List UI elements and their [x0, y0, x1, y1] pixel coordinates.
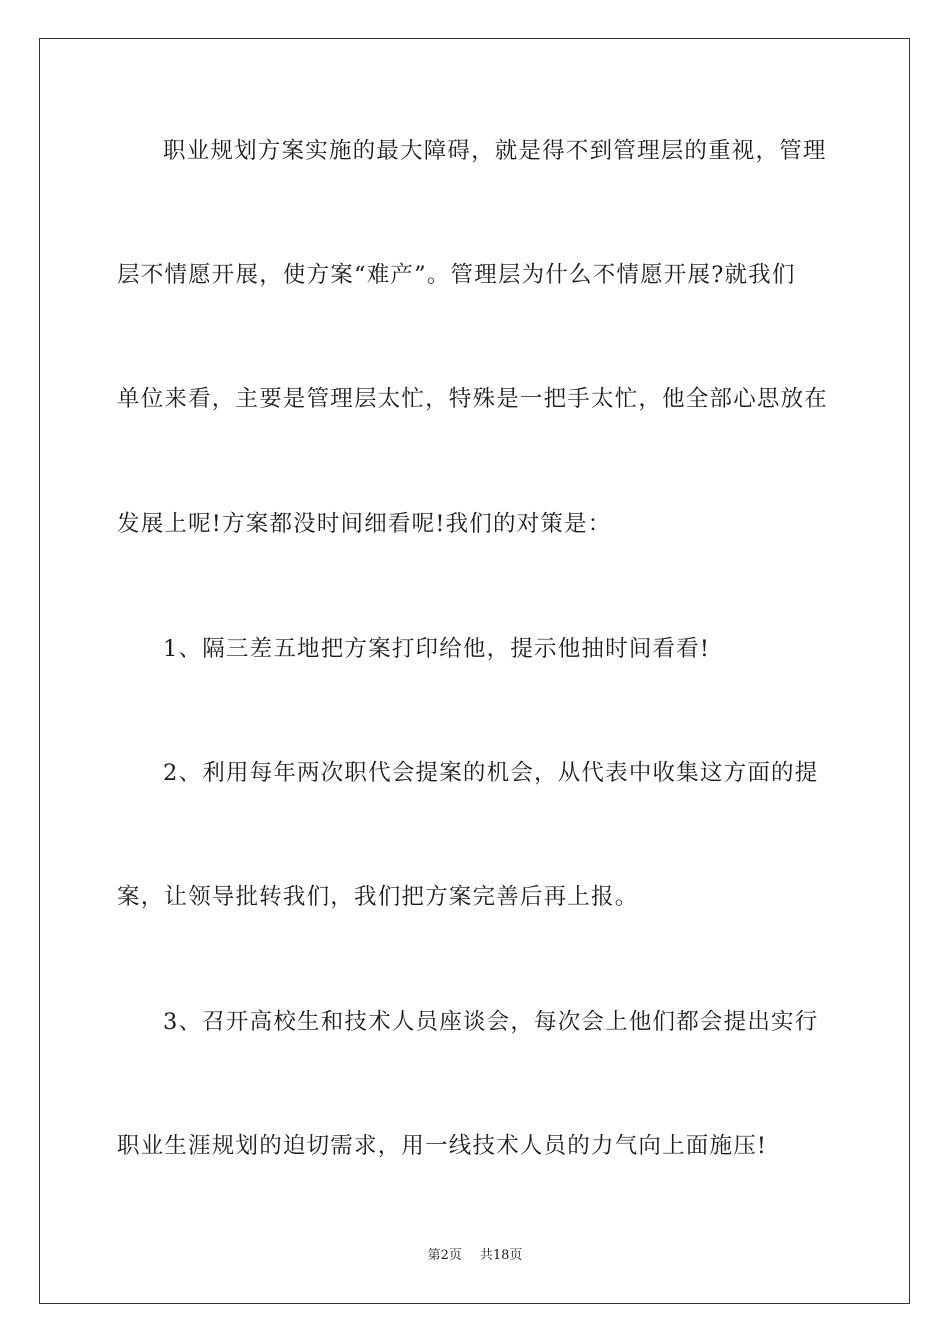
paragraph-1-line-1: 职业规划方案实施的最大障碍，就是得不到管理层的重视，管理 [163, 138, 827, 164]
list-item-2-line-2: 案，让领导批转我们，我们把方案完善后再上报。 [117, 884, 639, 910]
list-item-1: 1、隔三差五地把方案打印给他，提示他抽时间看看! [163, 636, 711, 662]
paragraph-1-line-4: 发展上呢!方案都没时间细看呢!我们的对策是： [117, 511, 612, 537]
page-border [39, 38, 910, 1304]
total-pages: 共18页 [479, 1248, 523, 1263]
page-number: 第2页 [427, 1248, 462, 1263]
paragraph-1-line-2: 层不情愿开展，使方案“难产”。管理层为什么不情愿开展?就我们 [117, 262, 796, 288]
list-item-3-line-2: 职业生涯规划的迫切需求，用一线技术人员的力气向上面施压! [117, 1133, 768, 1159]
list-item-3-line-1: 3、召开高校生和技术人员座谈会，每次会上他们都会提出实行 [163, 1009, 819, 1035]
list-item-2-line-1: 2、利用每年两次职代会提案的机会，从代表中收集这方面的提 [163, 760, 819, 786]
paragraph-1-line-3: 单位来看，主要是管理层太忙，特殊是一把手太忙，他全部心思放在 [117, 386, 829, 412]
page-footer [0, 1247, 950, 1265]
